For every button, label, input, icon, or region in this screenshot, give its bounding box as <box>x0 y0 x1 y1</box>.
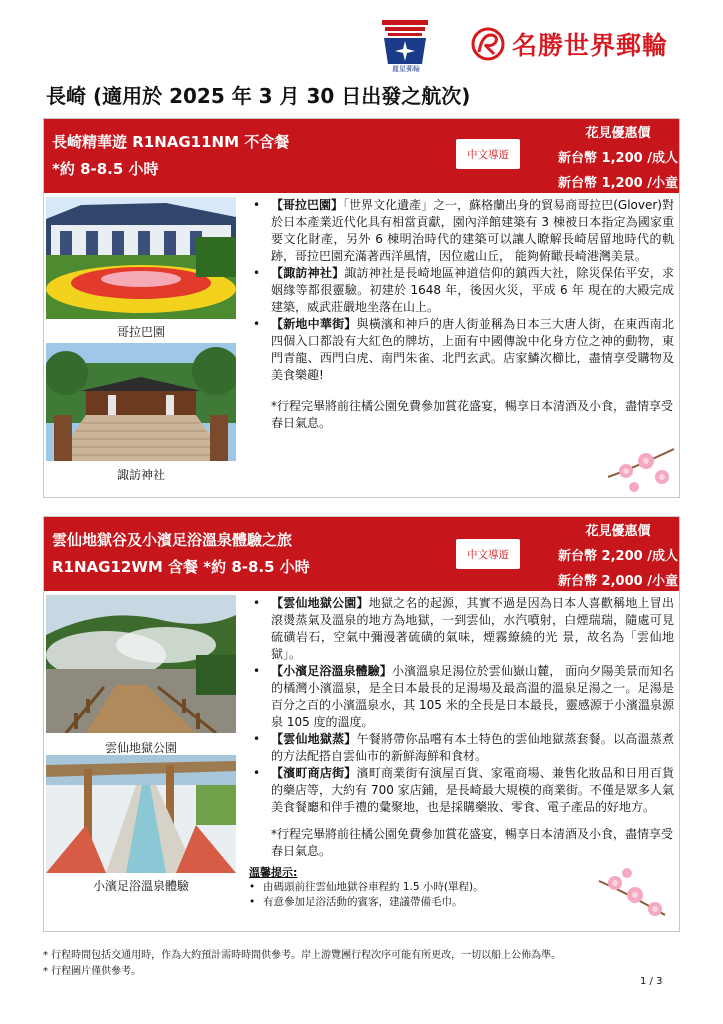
list-item: • 【小濱足浴溫泉體驗】小濱溫泉足湯位於雲仙嶽山麓， 面向夕陽美景而知名的橘灣小濱溫泉，是全日本最長的足湯場及最高溫的溫泉足湯之一。足湯是百分之百的小濱溫泉水，其 105 米的全長是日本最長，靈感源于小濱溫泉源泉 105 度的溫度。 <box>253 664 674 729</box>
price-child: 新台幣 1,200 /小童 <box>558 176 678 191</box>
bullet-heading: 【小濱足浴溫泉體驗】 <box>271 664 392 678</box>
list-item: • 【諏訪神社】諏訪神社是長崎地區神道信仰的鎮西大社，除災保佑平安，求姻緣等都很靈驗。初建於 1648 年，後因火災，平成 6 年 現在的大殿完成建築，威武莊嚴地坐落在山上。 <box>253 266 674 314</box>
tour-2-header <box>44 517 679 591</box>
bullet-heading: 【濱町商店街】 <box>271 766 357 780</box>
tour-2-duration: R1NAG12WM 含餐 *約 8-8.5 小時 <box>52 558 310 576</box>
price-child: 新台幣 2,000 /小童 <box>558 574 678 589</box>
tour-section-1 <box>43 118 680 498</box>
bullet-text: 小濱溫泉足湯位於雲仙嶽山麓， 面向夕陽美景而知名的橘灣小濱溫泉，是全日本最長的足湯場及最高溫的溫泉足湯之一。足湯是百分之百的小濱溫泉水，其 105 米的全長是日本最長，靈感源于小濱溫泉源泉 105 度的溫度。 <box>271 664 674 729</box>
bullet-heading: 【諏訪神社】 <box>271 266 345 280</box>
glover-garden-photo <box>46 197 236 319</box>
price-label: 花見優惠價 <box>585 126 651 141</box>
tour-1-description <box>249 197 674 432</box>
page-title: 長崎 (適用於 2025 年 3 月 30 日出發之航次) <box>46 84 471 108</box>
chinese-guide-badge: 中文導遊 <box>456 139 520 169</box>
bullet-heading: 【雲仙地獄蒸】 <box>271 732 357 746</box>
price-label: 花見優惠價 <box>585 524 651 539</box>
glover-garden-caption: 哥拉巴園 <box>116 325 165 339</box>
cruise-logo-caption: 麗星郵輪 <box>392 65 420 73</box>
bullet-text: 「世界文化遺產」之一，蘇格蘭出身的貿易商哥拉巴(Glover)對於日本產業近代化具有相當貢獻，園內洋館建築有 3 棟被日本指定為國家重要文化財產，另外 6 棟明治時代的建築可以讓人瞭解長崎居留地時代的軌跡，哥拉巴園充滿著西洋風情，因位處山丘， 能夠俯瞰長崎港灣美景。 <box>271 198 674 263</box>
tip-item: • 有意參加足浴活動的賓客，建議帶備毛巾。 <box>249 896 463 908</box>
tour-1-duration: *約 8-8.5 小時 <box>52 160 159 178</box>
bullet-text: 濱町商業街有演屋百貨、家電商場、兼售化妝品和日用百貨的藥店等，大約有 700 家店鋪，是長崎最大規模的商業街。不僅是眾多人氣美食餐廳和伴手禮的彙聚地，也是採購藥妝、零食、電子產品的好地方。 <box>271 766 674 814</box>
tour-1-header <box>44 119 679 193</box>
resorts-world-logo <box>470 22 680 66</box>
list-item: • 【新地中華街】與橫濱和神戶的唐人街並稱為日本三大唐人街，在東西南北四個入口都設有大紅色的牌坊，上面有中國傳說中化身方位之神的動物，東門青龍、西門白虎、南門朱雀、北門玄武。店家鱗次櫛比，盡情享受購物及美食樂趣! <box>253 317 674 382</box>
obama-footbath-caption: 小濱足浴溫泉體驗 <box>92 879 189 893</box>
tour-1-note: *行程完畢將前往橘公園免費參加賞花盛宴，暢享日本清酒及小食，盡情享受春日氣息。 <box>271 399 674 430</box>
tip-text: 有意參加足浴活動的賓客，建議帶備毛巾。 <box>263 896 463 908</box>
list-item: • 【雲仙地獄公園】地獄之名的起源，其實不過是因為日本人喜歡稱地上冒出滾燙蒸氣及溫泉的地方為地獄，一到雲仙，水汽噴射，白煙瑞瑞，隨處可見硫磺岩石，空氣中彌漫著硫磺的氣味，煙霧繚繞的光 景，故名為「雲仙地獄」。 <box>253 596 674 661</box>
brand-name: 名勝世界郵輪 <box>512 31 669 60</box>
bullet-heading: 【雲仙地獄公園】 <box>271 596 369 610</box>
cherry-blossom-icon <box>597 863 667 923</box>
unzen-jigoku-caption: 雲仙地獄公園 <box>104 741 177 755</box>
bullet-text: 諏訪神社是長崎地區神道信仰的鎮西大社，除災保佑平安，求姻緣等都很靈驗。初建於 1648 年，後因火災，平成 6 年 現在的大殿完成建築，威武莊嚴地坐落在山上。 <box>271 266 674 314</box>
bullet-heading: 【新地中華街】 <box>271 317 357 331</box>
footnote-1: * 行程時間包括交通用時，作為大約預計需時時間供參考。岸上游覽團行程次序可能有所更改，一切以船上公佈為準。 <box>43 950 562 961</box>
bullet-text: 午餐將帶你品嚐有本土特色的雲仙地獄蒸套餐。以高溫蒸煮的方法配搭自雲仙市的新鮮海鮮和食材。 <box>271 732 674 763</box>
cherry-blossom-icon <box>606 437 676 497</box>
chinese-guide-badge: 中文導遊 <box>456 539 520 569</box>
tour-1-price <box>557 121 679 196</box>
star-cruises-logo <box>380 16 430 66</box>
tips-title: 溫馨提示: <box>249 866 298 879</box>
tour-2-note: *行程完畢將前往橘公園免費參加賞花盛宴，暢享日本清酒及小食，盡情享受春日氣息。 <box>271 827 674 858</box>
tour-section-2 <box>43 516 680 932</box>
bullet-heading: 【哥拉巴園】 <box>271 198 344 212</box>
price-adult: 新台幣 2,200 /成人 <box>558 549 678 564</box>
bullet-text: 地獄之名的起源，其實不過是因為日本人喜歡稱地上冒出滾燙蒸氣及溫泉的地方為地獄，一到雲仙，水汽噴射，白煙瑞瑞，隨處可見硫磺岩石，空氣中彌漫著硫磺的氣味，煙霧繚繞的光 景，故名為「雲仙地獄」。 <box>271 596 674 661</box>
unzen-jigoku-photo <box>46 595 236 733</box>
suwa-shrine-photo <box>46 343 236 461</box>
bullet-text: 與橫濱和神戶的唐人街並稱為日本三大唐人街，在東西南北四個入口都設有大紅色的牌坊，上面有中國傳說中化身方位之神的動物，東門青龍、西門白虎、南門朱雀、北門玄武。店家鱗次櫛比，盡情享受購物及美食樂趣! <box>271 317 674 382</box>
resorts-world-emblem-icon <box>470 26 506 62</box>
suwa-shrine-caption: 諏訪神社 <box>116 468 165 482</box>
price-adult: 新台幣 1,200 /成人 <box>558 151 678 166</box>
list-item: • 【濱町商店街】濱町商業街有演屋百貨、家電商場、兼售化妝品和日用百貨的藥店等，大約有 700 家店鋪，是長崎最大規模的商業街。不僅是眾多人氣美食餐廳和伴手禮的彙聚地，也是採購藥妝、零食、電子產品的好地方。 <box>253 766 674 814</box>
page-number: 1 / 3 <box>640 976 663 987</box>
tip-item: • 由碼頭前往雲仙地獄谷車程約 1.5 小時(單程)。 <box>249 881 484 893</box>
tour-2-price <box>557 519 679 594</box>
list-item: • 【哥拉巴園】「世界文化遺產」之一，蘇格蘭出身的貿易商哥拉巴(Glover)對於日本產業近代化具有相當貢獻，園內洋館建築有 3 棟被日本指定為國家重要文化財產，另外 6 棟明治時代的建築可以讓人瞭解長崎居留地時代的軌跡，哥拉巴園充滿著西洋風情，因位處山丘， 能夠俯瞰長崎港灣美景。 <box>253 198 674 263</box>
footnote-2: * 行程圖片僅供參考。 <box>43 966 142 977</box>
tour-2-title: 雲仙地獄谷及小濱足浴溫泉體驗之旅 <box>52 531 293 549</box>
tour-1-title: 長崎精華遊 R1NAG11NM 不含餐 <box>52 133 290 151</box>
list-item: • 【雲仙地獄蒸】午餐將帶你品嚐有本土特色的雲仙地獄蒸套餐。以高溫蒸煮的方法配搭自雲仙市的新鮮海鮮和食材。 <box>253 732 674 763</box>
obama-footbath-photo <box>46 755 236 873</box>
tip-text: 由碼頭前往雲仙地獄谷車程約 1.5 小時(單程)。 <box>263 881 484 893</box>
